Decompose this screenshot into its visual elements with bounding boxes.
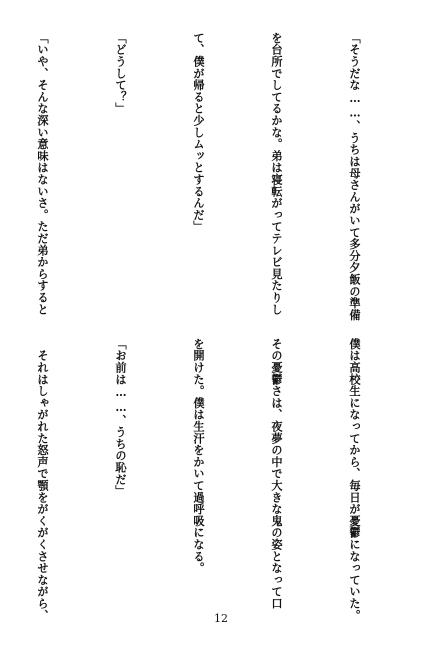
text-line: 「お前は……、うちの恥だ」 (114, 338, 128, 497)
text-line: 「そうだな……、うちは母さんがいて多分夕飯の準備 (348, 32, 362, 321)
text-line: を台所でしてるかな。弟は寝転がってテレビ見たりし (270, 32, 284, 316)
text-line: 「いや、そんな深い意味はないさ。ただ弟からすると (36, 32, 50, 316)
text-line: その憂鬱さは、夜夢の中で大きな鬼の姿となって口 (270, 338, 284, 610)
text-line: 僕は高校生になってから、毎日が憂鬱になっていた。 (348, 338, 362, 622)
text-line: を開けた。僕は生汗をかいて過呼吸になる。 (192, 338, 206, 574)
page-number: 12 (214, 612, 228, 625)
upper-text-block (0, 32, 420, 321)
text-line: 「どうして？」 (114, 32, 128, 115)
text-line: て、僕が帰ると少しムッとするんだ」 (192, 32, 206, 233)
text-line: それはしゃがれた怒声で顎をがくがくさせながら、 (36, 338, 50, 622)
